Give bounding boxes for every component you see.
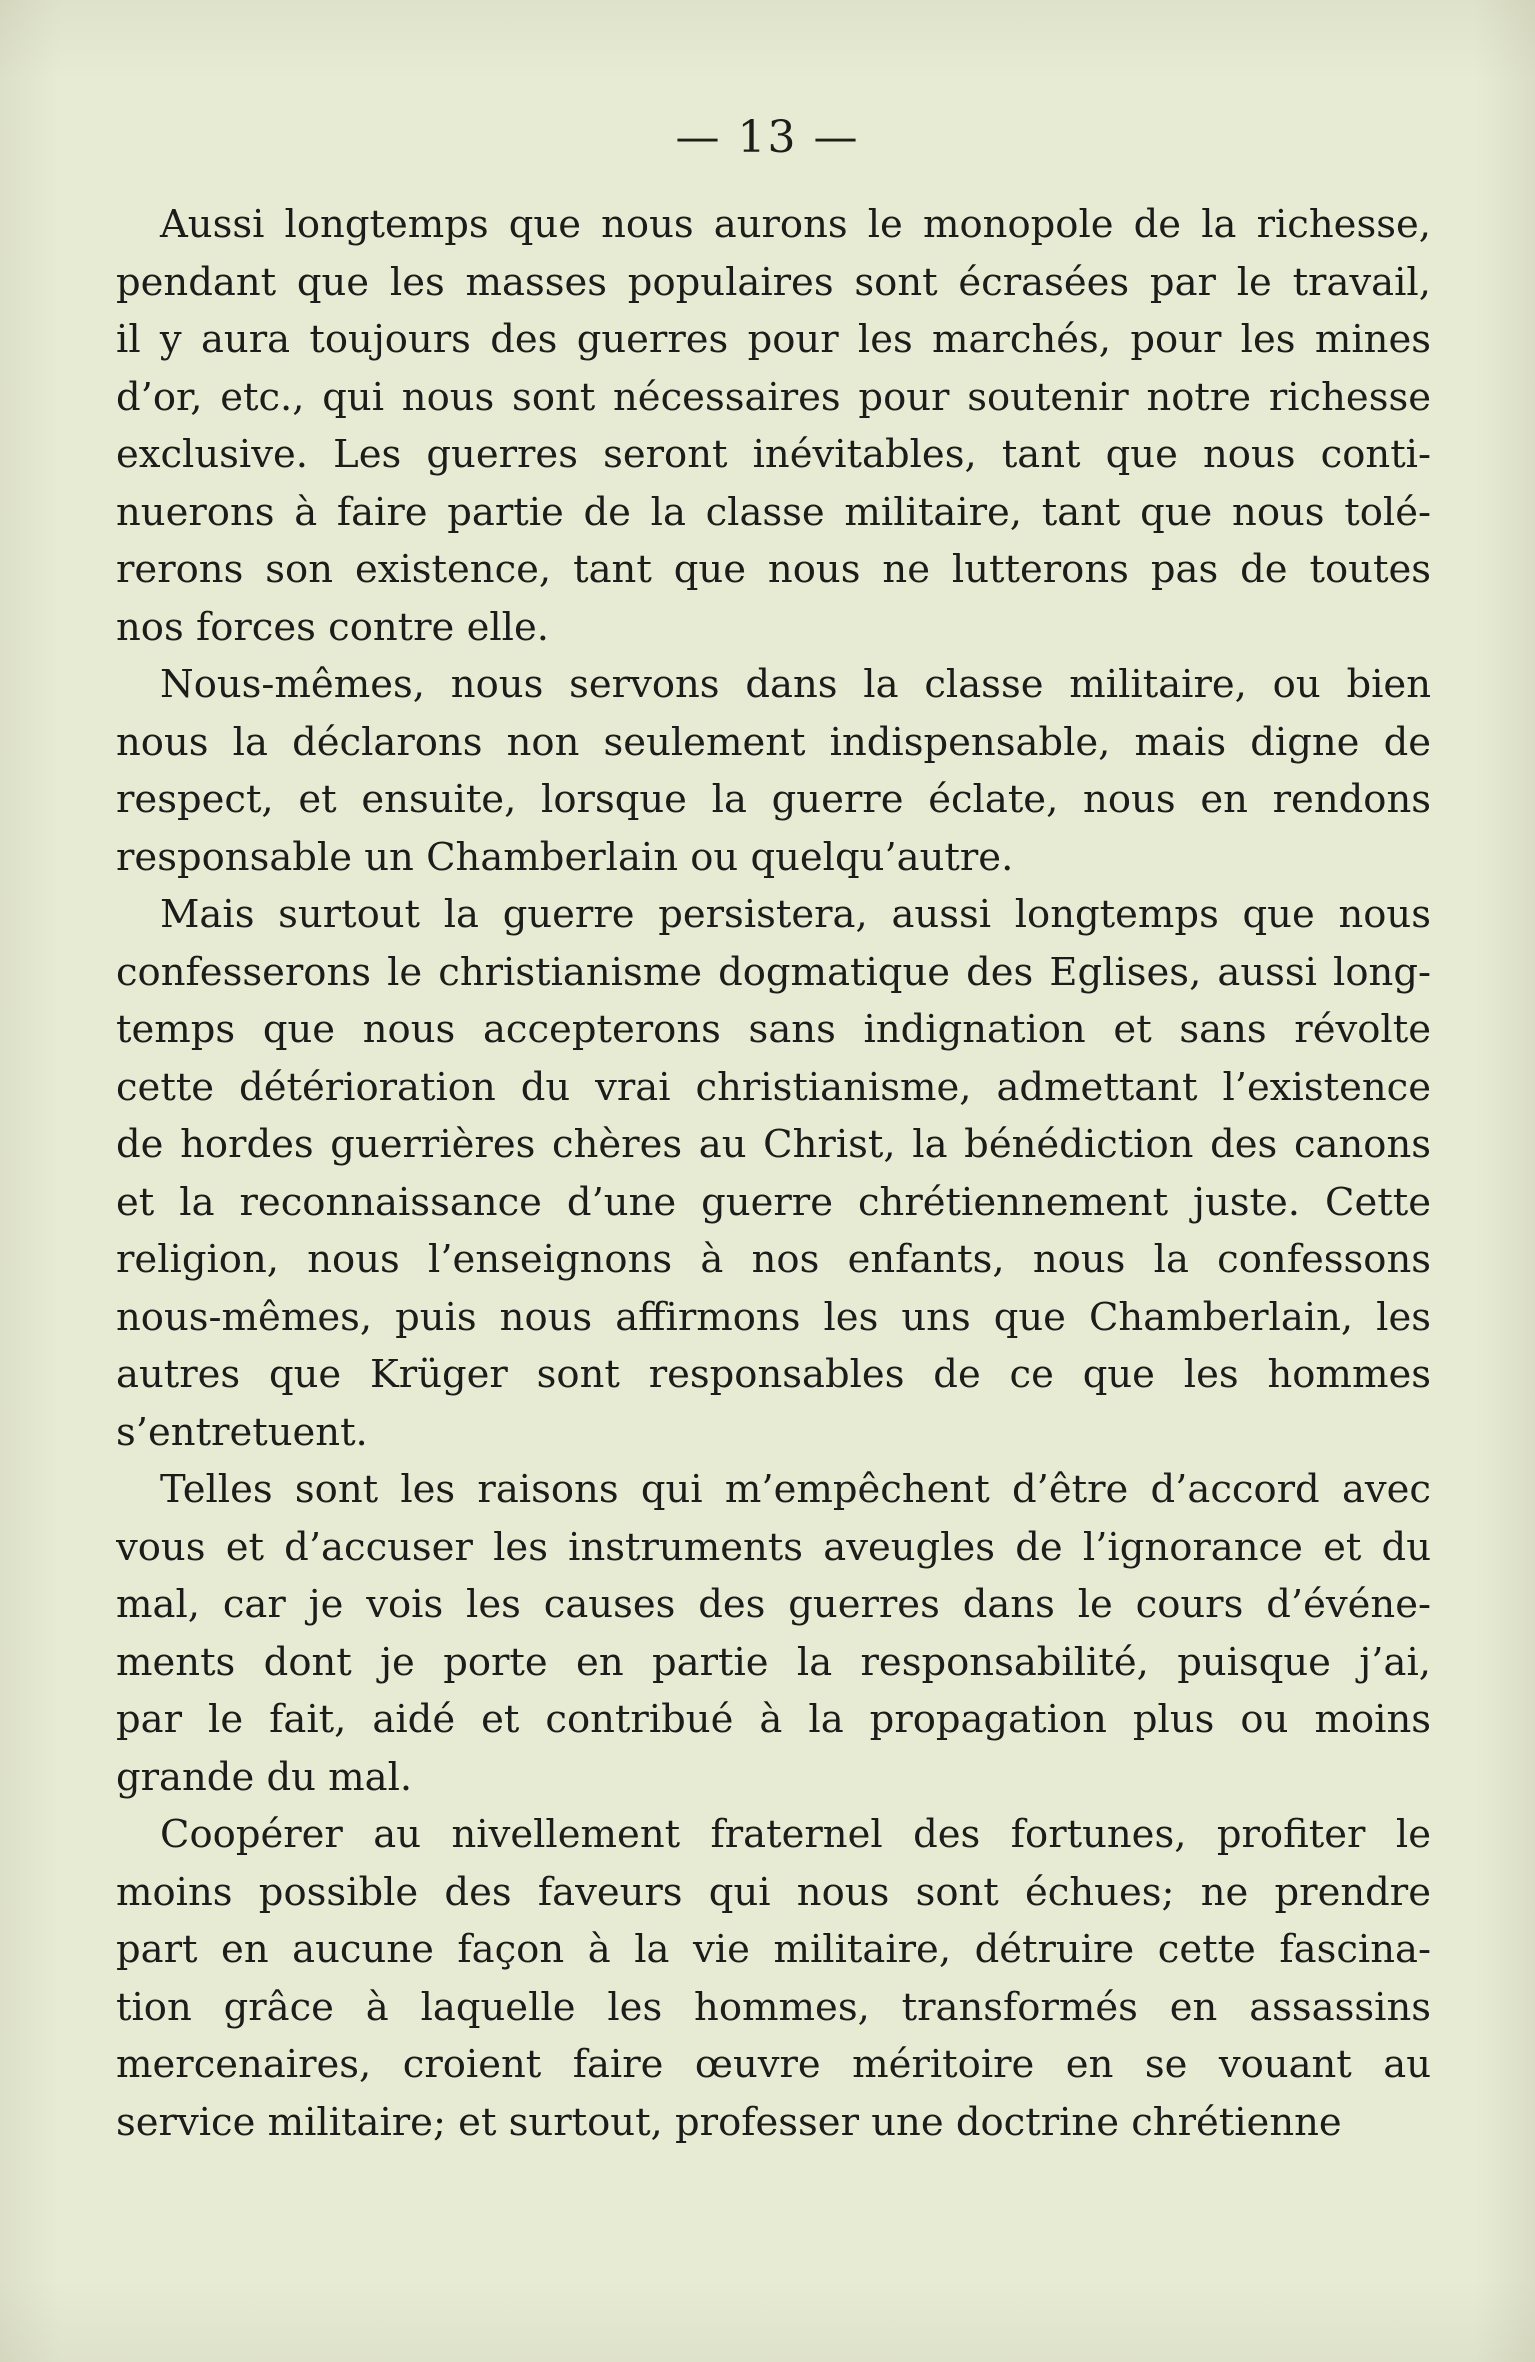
text-line: Nous-mêmes, nous servons dans la classe militaire, ou bien — [160, 662, 1431, 707]
text-line: tion grâce à laquelle les hommes, transformés en assassins — [116, 1984, 1431, 2030]
text-line: Mais surtout la guerre persistera, aussi longtemps que nous — [160, 892, 1431, 937]
text-line: responsable un Chamberlain ou quelqu’autre. — [116, 834, 1014, 880]
paragraph — [116, 886, 1431, 1461]
paragraph — [116, 196, 1431, 656]
text-line: part en aucune façon à la vie militaire, détruire cette fascina- — [116, 1927, 1431, 1972]
text-line: moins possible des faveurs qui nous sont échues; ne prendre — [116, 1869, 1431, 1915]
text-line: mal, car je vois les causes des guerres dans le cours d’événe- — [116, 1582, 1431, 1627]
page-number: — 13 — — [675, 112, 860, 163]
text-line: autres que Krüger sont responsables de ce que les hommes — [116, 1352, 1431, 1397]
text-line: cette détérioration du vrai christianisme, admettant l’existence — [116, 1064, 1431, 1110]
text-line: confesserons le christianisme dogmatique des Eglises, aussi long- — [116, 949, 1431, 995]
text-line: temps que nous accepterons sans indignation et sans révolte — [116, 1007, 1431, 1052]
text-line: vous et d’accuser les instruments aveugles de l’ignorance et du — [116, 1524, 1431, 1570]
text-line: nous la déclarons non seulement indispensable, mais digne de — [116, 719, 1431, 765]
text-line: il y aura toujours des guerres pour les marchés, pour les mines — [116, 317, 1431, 362]
text-line: d’or, etc., qui nous sont nécessaires pour soutenir notre richesse — [116, 374, 1431, 420]
text-line: nos forces contre elle. — [116, 604, 550, 650]
text-line: grande du mal. — [116, 1754, 413, 1800]
text-line: exclusive. Les guerres seront inévitables, tant que nous conti- — [116, 432, 1431, 477]
text-line: service militaire; et surtout, professer une doctrine chrétienne — [116, 2099, 1342, 2145]
text-line: par le fait, aidé et contribué à la propagation plus ou moins — [116, 1697, 1431, 1742]
text-line: Aussi longtemps que nous aurons le monopole de la richesse, — [160, 202, 1431, 247]
text-line: pendant que les masses populaires sont écrasées par le travail, — [116, 259, 1431, 305]
text-line: respect, et ensuite, lorsque la guerre éclate, nous en rendons — [116, 777, 1431, 822]
text-line: rerons son existence, tant que nous ne lutterons pas de toutes — [116, 547, 1431, 592]
paragraph — [116, 1461, 1431, 1806]
text-line: nuerons à faire partie de la classe militaire, tant que nous tolé- — [116, 489, 1431, 535]
text-line: s’entretuent. — [116, 1409, 368, 1455]
paragraph — [116, 656, 1431, 886]
paragraph — [116, 1806, 1431, 2151]
text-line: et la reconnaissance d’une guerre chrétiennement juste. Cette — [116, 1179, 1431, 1225]
text-line: Coopérer au nivellement fraternel des fortunes, profiter le — [160, 1812, 1431, 1857]
text-line: nous-mêmes, puis nous affirmons les uns que Chamberlain, les — [116, 1294, 1431, 1340]
text-line: de hordes guerrières chères au Christ, la bénédiction des canons — [116, 1122, 1431, 1167]
text-line: mercenaires, croient faire œuvre méritoire en se vouant au — [116, 2042, 1431, 2087]
text-line: ments dont je porte en partie la responsabilité, puisque j’ai, — [116, 1639, 1431, 1685]
text-line: religion, nous l’enseignons à nos enfants, nous la confessons — [116, 1237, 1431, 1282]
body-text — [116, 196, 1431, 2151]
text-line: Telles sont les raisons qui m’empêchent d’être d’accord avec — [160, 1467, 1431, 1512]
